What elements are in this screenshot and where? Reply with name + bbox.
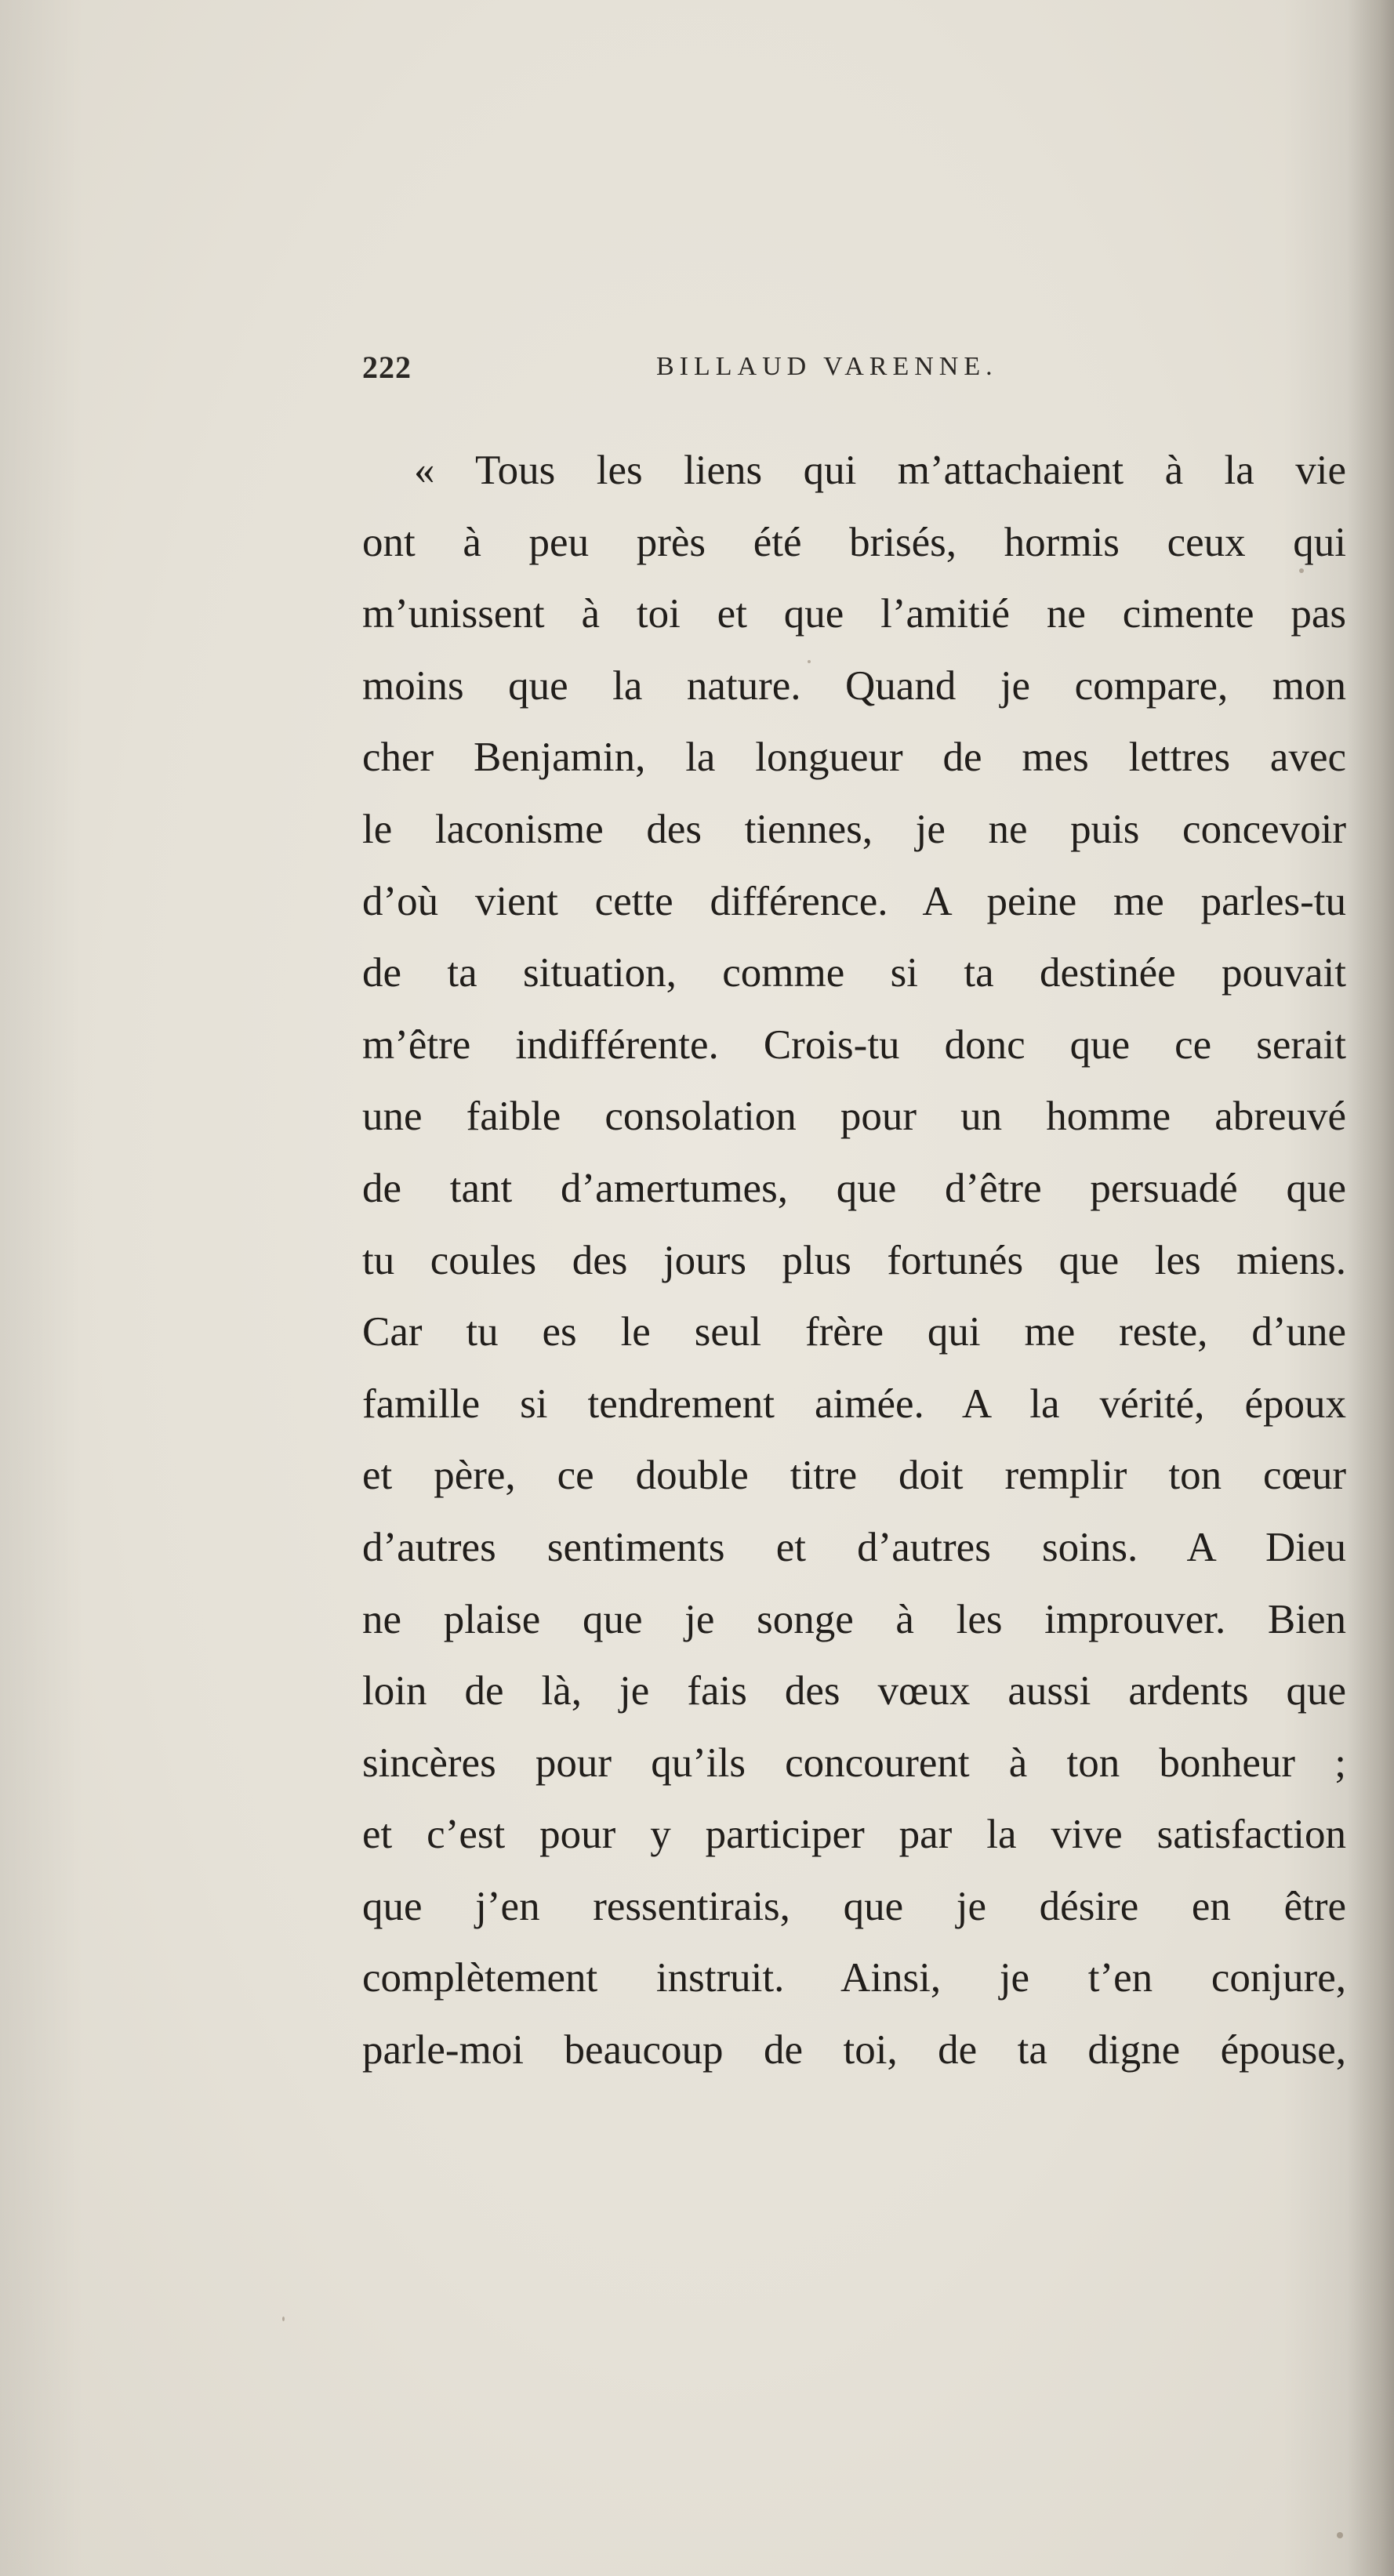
paper-speck — [1337, 2532, 1343, 2538]
text-line: m’unissent à toi et que l’amitié ne cimente pas — [362, 591, 1346, 637]
text-line: une faible consolation pour un homme abreuvé — [362, 1094, 1346, 1140]
text-line: Car tu es le seul frère qui me reste, d’une — [362, 1309, 1346, 1355]
text-line: de tant d’amertumes, que d’être persuadé que — [362, 1165, 1346, 1211]
paper-speck — [1299, 568, 1304, 573]
page-edge-shadow — [1347, 0, 1394, 2576]
page-header — [362, 349, 1342, 396]
text-line: sincères pour qu’ils concourent à ton bonheur ; — [362, 1740, 1346, 1786]
text-line: que j’en ressentirais, que je désire en être — [362, 1883, 1346, 1929]
body-text — [362, 435, 1346, 2087]
paper-speck — [282, 2317, 285, 2321]
text-line: moins que la nature. Quand je compare, mon — [362, 662, 1346, 709]
text-line: famille si tendrement aimée. A la vérité, époux — [362, 1381, 1346, 1427]
text-line: de ta situation, comme si ta destinée pouvait — [362, 950, 1346, 996]
text-line: ont à peu près été brisés, hormis ceux qui — [362, 519, 1346, 565]
text-line: m’être indifférente. Crois-tu donc que ce serait — [362, 1021, 1346, 1068]
text-line: et c’est pour y participer par la vive satisfaction — [362, 1812, 1346, 1858]
text-line: parle-moi beaucoup de toi, de ta digne épouse, — [362, 2027, 1346, 2073]
text-line: complètement instruit. Ainsi, je t’en conjure, — [362, 1955, 1346, 2001]
text-line: le laconisme des tiennes, je ne puis concevoir — [362, 806, 1346, 852]
text-line: d’où vient cette différence. A peine me parles-tu — [362, 878, 1346, 924]
text-line: tu coules des jours plus fortunés que les miens. — [362, 1237, 1346, 1283]
running-title: BILLAUD VARENNE. — [656, 352, 998, 381]
page-number: 222 — [362, 350, 412, 385]
paper-speck — [808, 660, 811, 663]
text-line: loin de là, je fais des vœux aussi ardents que — [362, 1668, 1346, 1714]
text-line: « Tous les liens qui m’attachaient à la vie — [414, 448, 1346, 493]
text-line: ne plaise que je songe à les improuver. Bien — [362, 1596, 1346, 1642]
text-line: et père, ce double titre doit remplir ton cœur — [362, 1453, 1346, 1499]
text-line: d’autres sentiments et d’autres soins. A Dieu — [362, 1524, 1346, 1570]
text-line: cher Benjamin, la longueur de mes lettres avec — [362, 735, 1346, 781]
